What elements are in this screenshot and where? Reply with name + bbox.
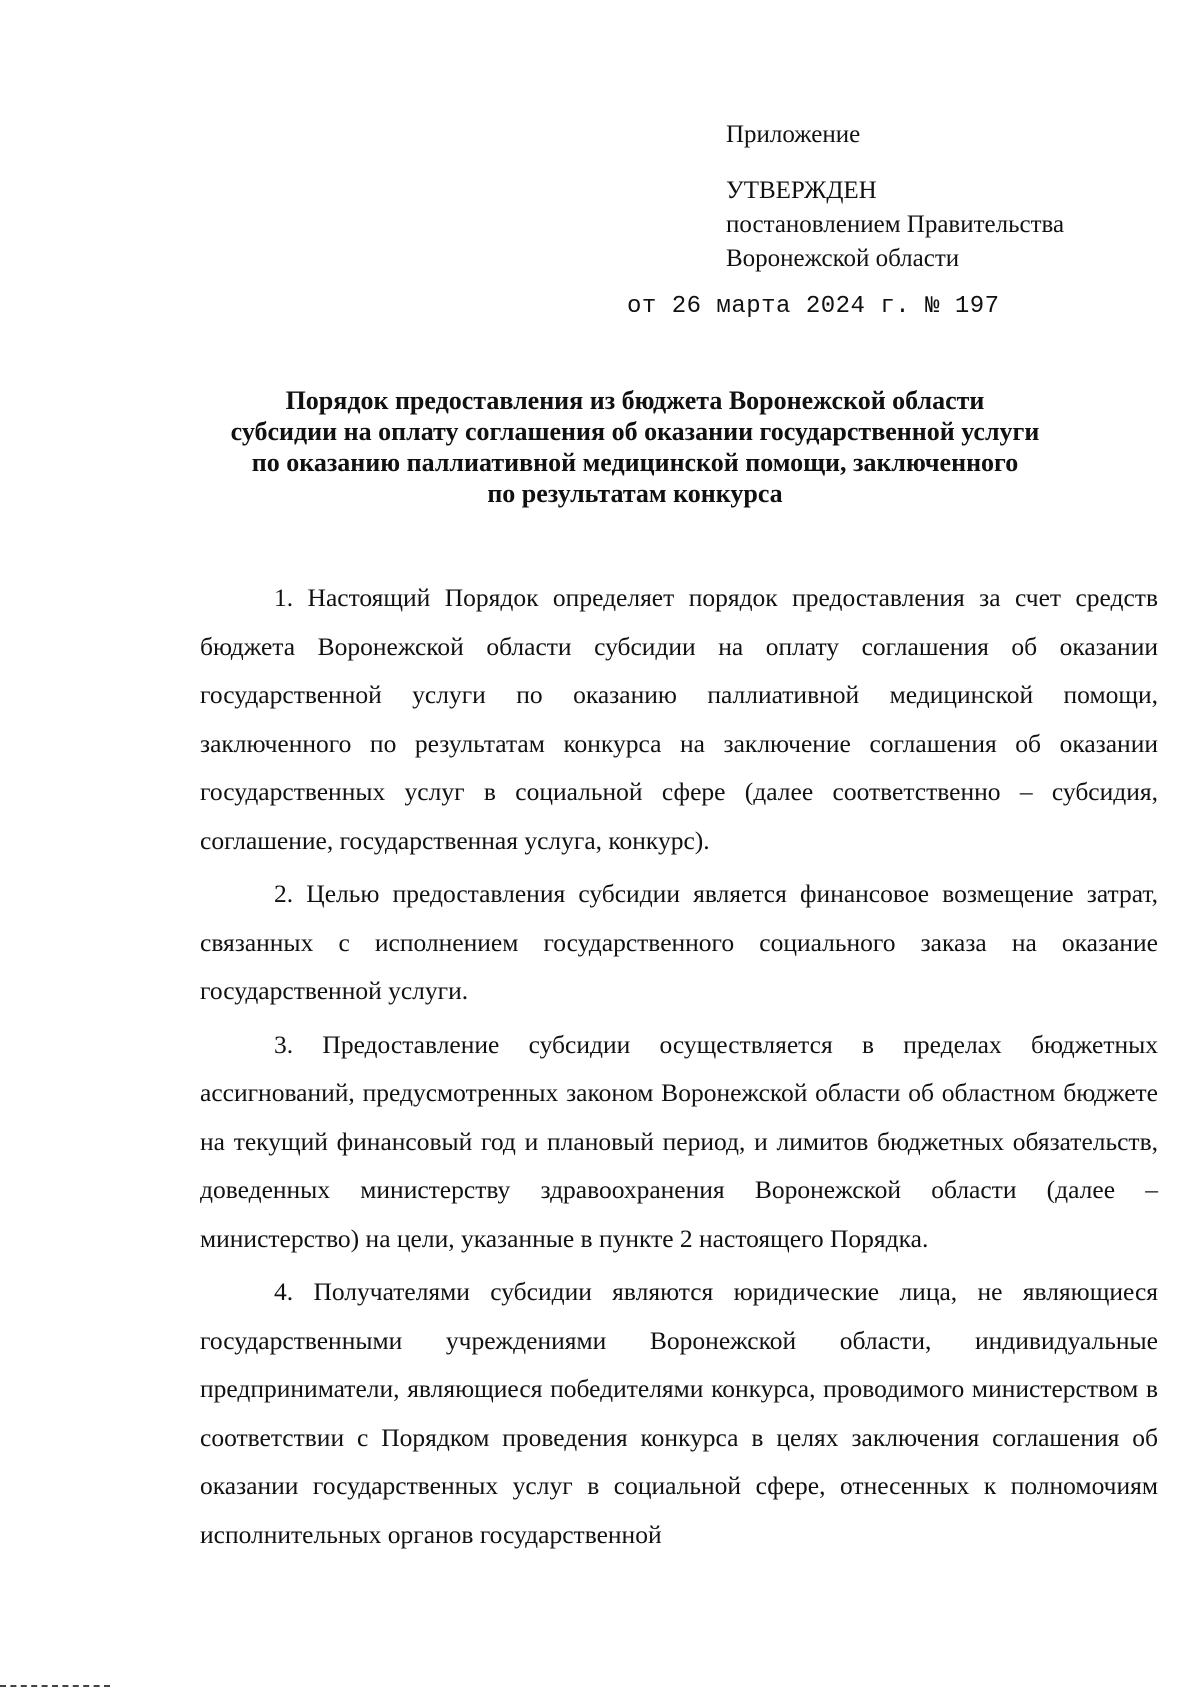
appendix-label: Приложение bbox=[726, 121, 861, 148]
decree-date: от 26 марта 2024 г. № 197 bbox=[627, 293, 1000, 320]
title-line: Порядок предоставления из бюджета Воронежской области bbox=[285, 386, 985, 415]
document-title bbox=[200, 385, 1070, 509]
title-line: субсидии на оплату соглашения об оказании государственной услуги bbox=[230, 417, 1040, 446]
paragraph-1: 1. Настоящий Порядок определяет порядок предоставления за счет средств бюджета Воронежской области субсидии на оплату соглашения об оказании государственной услуги по оказанию паллиативной медицинской помощи, заключенного по результатам конкурса на заключение соглашения об оказании государственных услуг в социальной сфере (далее соответственно – субсидия, соглашение, государственная услуга, конкурс). bbox=[200, 583, 1158, 855]
approved-label: УТВЕРЖДЕН bbox=[726, 177, 877, 204]
document-body bbox=[200, 574, 1158, 1564]
paragraph-3: 3. Предоставление субсидии осуществляется в пределах бюджетных ассигнований, предусмотренных законом Воронежской области об областном бюджете на текущий финансовый год и плановый период, и лимитов бюджетных обязательств, доведенных министерству здравоохранения Воронежской области (далее – министерство) на цели, указанные в пункте 2 настоящего Порядка. bbox=[200, 1029, 1158, 1253]
paragraph-4: 4. Получателями субсидии являются юридические лица, не являющиеся государственными учреждениями Воронежской области, индивидуальные предприниматели, являющиеся победителями конкурса, проводимого министерством в соответствии с Порядком проведения конкурса в целях заключения соглашения об оказании государственных услуг в социальной сфере, отнесенных к полномочиям исполнительных органов государственной bbox=[200, 1277, 1158, 1549]
approved-by-line: постановлением Правительства bbox=[726, 211, 1065, 238]
paragraph-2: 2. Целью предоставления субсидии является финансовое возмещение затрат, связанных с исполнением государственного социального заказа на оказание государственной услуги. bbox=[200, 879, 1158, 1005]
approved-by-region: Воронежской области bbox=[726, 245, 960, 272]
title-line: по оказанию паллиативной медицинской помощи, заключенного bbox=[251, 448, 1019, 477]
appendix-stamp bbox=[726, 118, 1064, 276]
title-line: по результатам конкурса bbox=[487, 479, 783, 508]
footer-divider bbox=[0, 1685, 110, 1687]
